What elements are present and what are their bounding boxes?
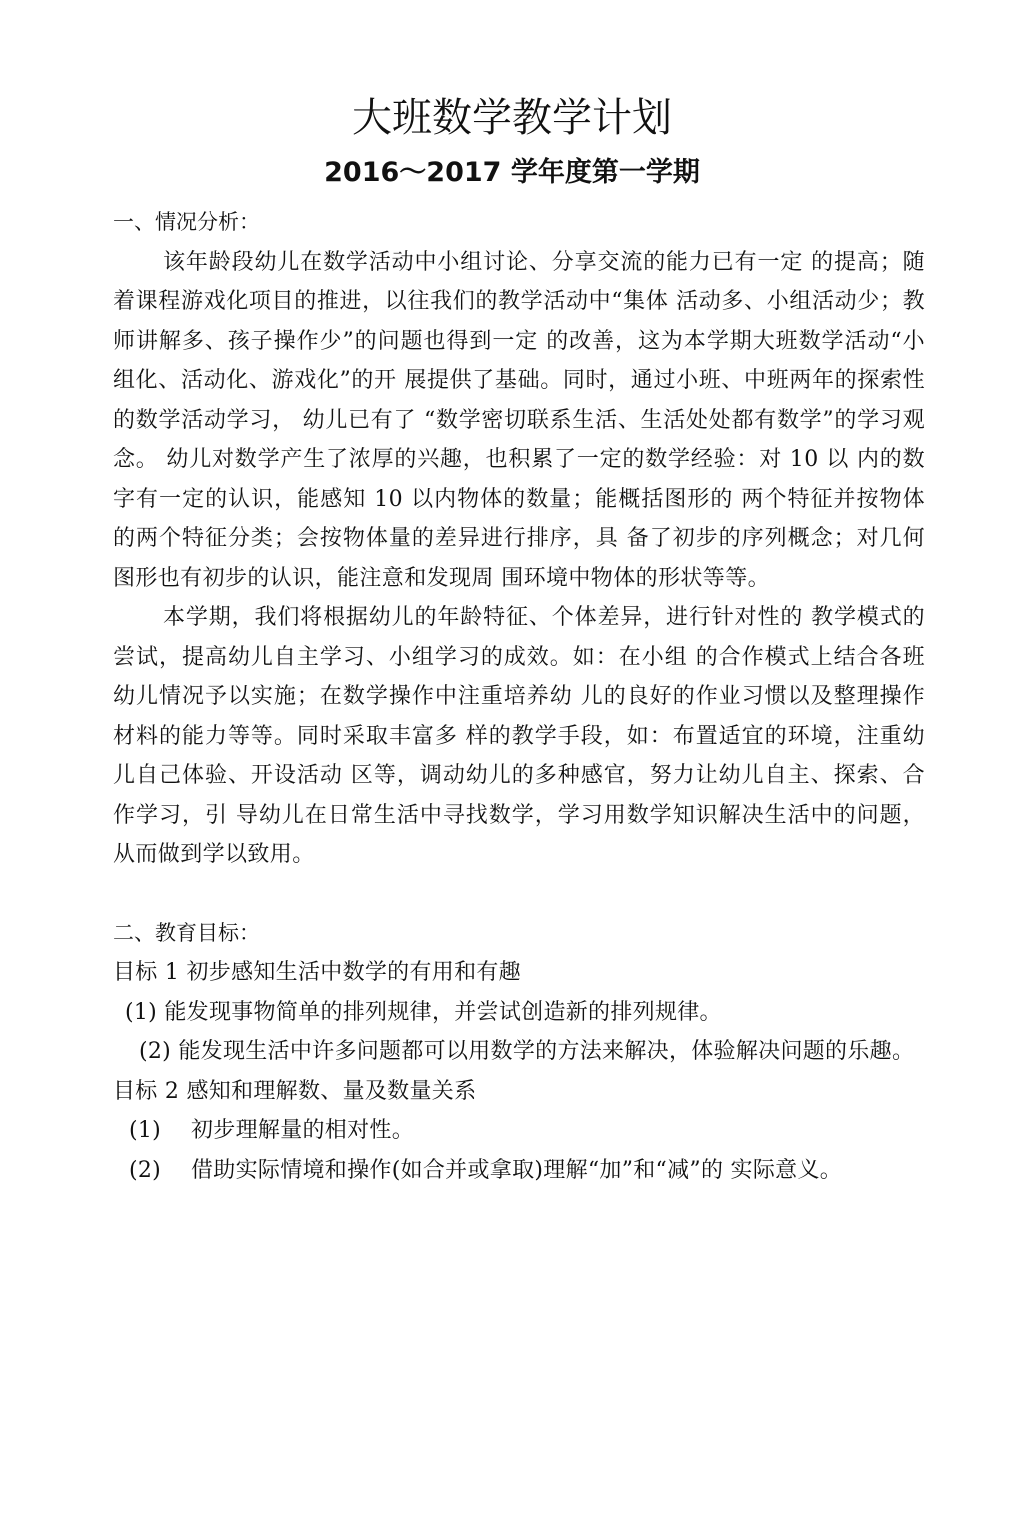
paragraph-situation-1: 该年龄段幼儿在数学活动中小组讨论、分享交流的能力已有一定 的提高；随着课程游戏化项目的推进，以往我们的教学活动中“集体 活动多、小组活动少；教师讲解多、孩子操作少”的问题也得到一定 的改善，这为本学期大班数学活动“小组化、活动化、游戏化”的开 展提供了基础。同时，通过小班、中班两年的探索性的数学活动学习， 幼儿已有了 “数学密切联系生活、生活处处都有数学”的学习观念。 幼儿对数学产生了浓厚的兴趣，也积累了一定的数学经验：对 10 以 内的数字有一定的认识，能感知 10 以内物体的数量；能概括图形的 两个特征并按物体的两个特征分类；会按物体量的差异进行排序，具 备了初步的序列概念；对几何图形也有初步的认识，能注意和发现周 围环境中物体的形状等等。 (113, 249, 925, 591)
goal-1-item-1: (1) 能发现事物简单的排列规律，并尝试创造新的排列规律。 (125, 999, 722, 1025)
document-subtitle: 2016～2017 学年度第一学期 (324, 157, 700, 188)
goal-2-item-2-number: (2) (129, 1157, 162, 1183)
goal-2-item-1 (113, 1111, 925, 1151)
goal-2-item-1-text: 初步理解量的相对性。 (191, 1118, 415, 1143)
section-heading-situation: 一、情况分析： (113, 210, 260, 234)
document-title: 大班数学教学计划 (352, 95, 672, 141)
goal-2-item-2-text: 借助实际情境和操作(如合并或拿取)理解“加”和“减”的 实际意义。 (191, 1157, 843, 1183)
paragraph-situation-2: 本学期，我们将根据幼儿的年龄特征、个体差异，进行针对性的 教学模式的尝试，提高幼儿自主学习、小组学习的成效。如：在小组 的合作模式上结合各班幼儿情况予以实施；在数学操作中注重培养幼 儿的良好的作业习惯以及整理操作材料的能力等等。同时采取丰富多 样的教学手段，如：布置适宜的环境，注重幼儿自己体验、开设活动 区等，调动幼儿的多种感官，努力让幼儿自主、探索、合作学习，引 导幼儿在日常生活中寻找数学，学习用数学知识解决生活中的问题， 从而做到学以致用。 (113, 605, 925, 867)
goal-2-item-1-number: (1) (129, 1118, 162, 1143)
goal-1-item-2: (2) 能发现生活中许多问题都可以用数学的方法来解决，体验解决问题的乐趣。 (139, 1039, 915, 1064)
document-body (113, 203, 925, 1190)
goal-2-item-2 (113, 1151, 925, 1191)
goal-1-title: 目标 1 初步感知生活中数学的有用和有趣 (113, 960, 521, 985)
section-spacer (113, 875, 925, 914)
goal-2-title: 目标 2 感知和理解数、量及数量关系 (113, 1078, 477, 1104)
section-heading-goals: 二、教育目标： (113, 920, 260, 945)
